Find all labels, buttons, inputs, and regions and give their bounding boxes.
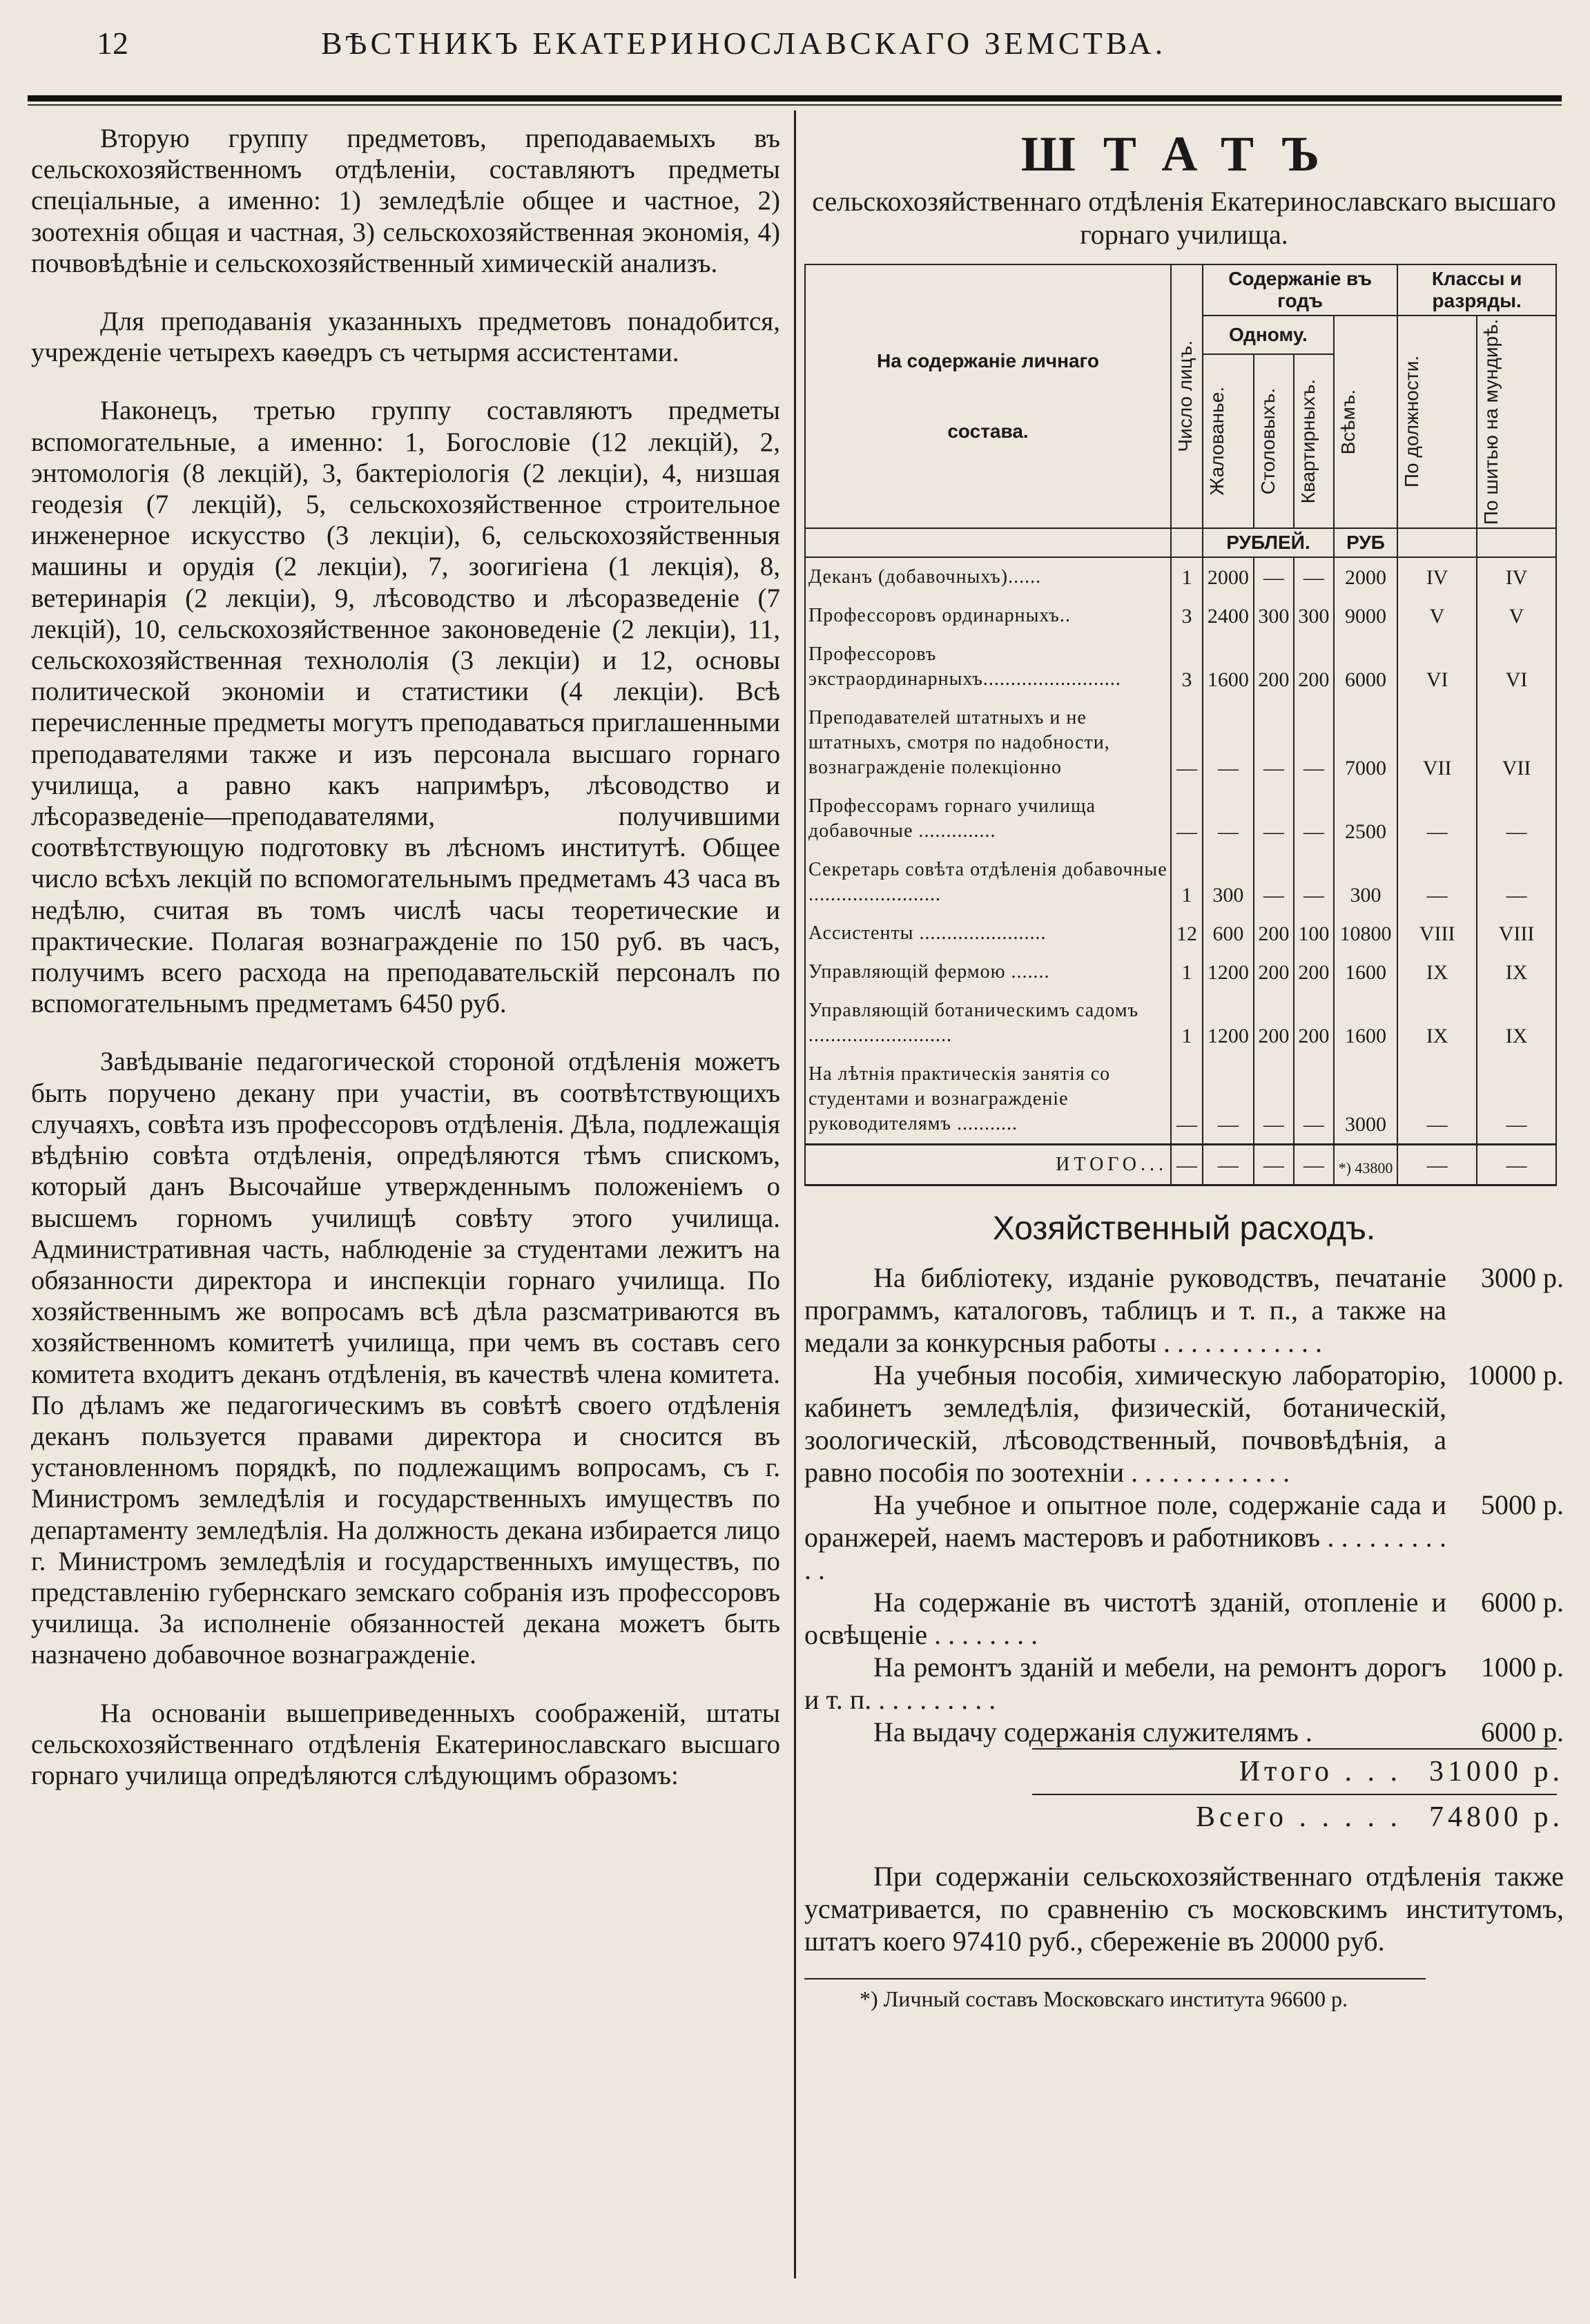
subtotal-label: Итого . . . [1239, 1756, 1402, 1788]
page-header [0, 0, 1590, 76]
table-row: Деканъ (добавочныхъ)...... 1 2000 — — 2000 IV IV [805, 557, 1556, 597]
expense-item: На учебныя пособія, химическую лабораторію, кабинетъ земледѣлія, физическій, ботаническій, зоологическій, лѣсоводственный, почвовѣдѣнія, а равно пособія по зоотехніи . . . . . . . . . . . . 10000 р. [804, 1359, 1564, 1489]
header-table-cell [1254, 354, 1294, 528]
table-row: Секретарь совѣта отдѣленія добавочные ........................ 1 300 — — 300 — — [805, 851, 1556, 914]
grand-total-label: Всего . . . . . [1196, 1801, 1402, 1834]
header-rub-short: РУБ [1334, 528, 1397, 557]
table-row: Преподавателей штатныхъ и не штатныхъ, смотря по надобности, вознагражденіе полекціонно — — — — 7000 VII VII [805, 699, 1556, 787]
staff-table [804, 264, 1557, 1186]
column-divider [794, 110, 796, 2278]
header-count-cell [1171, 264, 1203, 528]
shtat-title: ШТАТЪ [1020, 126, 1348, 182]
header-classes-group: Классы и разряды. [1397, 264, 1556, 316]
expense-item: На библіотеку, изданіе руководствъ, печатаніе программъ, каталоговъ, таблицъ и т. п., а также на медали за конкурсныя работы . . . . . . . . . . . . 3000 р. [804, 1262, 1564, 1359]
table-row: Профессорамъ горнаго училища добавочные .............. — — — — 2500 — — [805, 787, 1556, 851]
expense-item: На учебное и опытное поле, содержаніе сада и оранжерей, наемъ мастеровъ и работниковъ . . . . . . . . . . . 5000 р. [804, 1489, 1564, 1586]
header-position: По должности. [1401, 356, 1423, 488]
footnote-rule [804, 1978, 1426, 1979]
grand-total-line [804, 1795, 1564, 1839]
table-row: Управляющій фермою ....... 1 1200 200 200 1600 IX IX [805, 953, 1556, 991]
table-row: Управляющій ботаническимъ садомъ .......................... 1 1200 200 200 1600 IX IX [805, 991, 1556, 1055]
closing-paragraph: При содержаніи сельскохозяйственнаго отдѣленія также усматривается, по сравненію съ московскимъ институтомъ, штатъ коего 97410 руб., сбереженіе въ 20000 руб. [804, 1861, 1564, 1957]
header-one: Одному. [1203, 316, 1334, 354]
subtotal-line [804, 1750, 1564, 1794]
header-name-line: На содержаніе личнаго [877, 350, 1099, 372]
shtat-subtitle: сельскохозяйственнаго отдѣленія Екатеринославскаго высшаго горнаго училища. [812, 186, 1556, 250]
header-uniform-cell [1477, 316, 1556, 528]
paragraph: Наконецъ, третью группу составляютъ предметы вспомогательные, а именно: 1, Богословіе (12 лекцій), 2, энтомологія (8 лекцій), 3, бактеріологія (2 лекціи), 4, низшая геодезія (7 лекцій), 5, сельскохозяйственное строительное инженерное искусство (3 лекціи), 6, сельскохозяйственныя машины и орудія (2 лекціи), 7, зоогигіена (1 лекція), 8, ветеринарія (2 лекціи), 9, лѣсоводство и лѣсоразведеніе (7 лекцій), 10, сельскохозяйственное законоведеніе (2 лекціи), 11, сельскохозяйственная технололія (3 лекціи) и 12, основы политической экономіи и статистики (4 лекціи). Всѣ перечисленные предметы могутъ преподаваться приглашенными преподавателями также и изъ персонала высшаго горнаго училища, а равно какъ напримѣръ, лѣсоводство и лѣсоразведеніе—преподавателями, получившими соотвѣтствующую подготовку въ лѣсномъ институтѣ. Общее число всѣхъ лекцій по вспомогательнымъ предметамъ 43 часа въ недѣлю, считая въ томъ числѣ часы теоретические и практические. Полагая вознагражденіе по 150 руб. въ часъ, получимъ всего расхода на преподавательскій персоналъ по вспомогательнымъ предметамъ 6450 руб. [31, 396, 780, 1019]
header-salary-cell [1203, 354, 1254, 528]
paragraph: На основаніи вышеприведенныхъ соображеній, штаты сельскохозяйственнаго отдѣленія Екатеринославскаго высшаго горнаго училища опредѣляются слѣдующимъ образомъ: [31, 1698, 780, 1790]
header-count: Число лицъ. [1174, 340, 1196, 452]
table-row: Ассистенты ....................... 12 600 200 100 10800 VIII VIII [805, 914, 1556, 953]
table-row: На лѣтнія практическія занятія со студентами и вознагражденіе руководителямъ ........... — — — — 3000 — — [805, 1055, 1556, 1145]
header-rub: РУБЛЕЙ. [1203, 528, 1334, 557]
page-number: 12 [97, 26, 128, 61]
header-table-money: Столовыхъ. [1257, 387, 1279, 494]
header-uniform: По шитью на мундирѣ. [1480, 319, 1502, 525]
header-total-cell [1334, 316, 1397, 528]
header-name-cell [805, 264, 1171, 528]
paragraph: Вторую группу предметовъ, преподаваемыхъ въ сельскохозяйственномъ отдѣленіи, составляютъ предметы спеціальные, а именно: 1) земледѣліе общее и частное, 2) зоотехнія общая и частная, 3) сельскохозяйственная экономія, 4) почвовѣдѣніе и сельскохозяйственный химическій анализъ. [31, 124, 780, 278]
expenses-title: Хозяйственный расходъ. [992, 1210, 1376, 1248]
right-column [804, 123, 1564, 2012]
header-position-cell [1397, 316, 1477, 528]
header-salary-group: Содержаніе въ годъ [1203, 264, 1397, 316]
table-row: Профессоровъ ординарныхъ.. 3 2400 300 300 9000 V V [805, 597, 1556, 635]
table-row: Профессоровъ экстраординарныхъ......................... 3 1600 200 200 6000 VI VI [805, 635, 1556, 699]
header-name-line: состава. [947, 420, 1029, 443]
header-total: Всѣмъ. [1337, 389, 1359, 455]
expense-item: На содержаніе въ чистотѣ зданій, отопленіе и освѣщеніе . . . . . . . . 6000 р. [804, 1587, 1564, 1651]
grand-total-amount: 74800 р. [1429, 1801, 1564, 1834]
paragraph: Для преподаванія указанныхъ предметовъ понадобится, учрежденіе четырехъ каѳедръ съ четырмя ассистентами. [31, 307, 780, 368]
left-column [31, 123, 780, 1818]
expense-item: На выдачу содержанія служителямъ . 6000 р. [873, 1716, 1564, 1748]
expense-item: На ремонтъ зданій и мебели, на ремонтъ дорогъ и т. п. . . . . . . . . . 1000 р. [804, 1652, 1564, 1716]
header-quarters: Квартирныхъ. [1297, 378, 1319, 504]
footnote: *) Личный составъ Московскаго института 96600 р. [860, 1986, 1348, 2012]
journal-title: ВѢСТНИКЪ ЕКАТЕРИНОСЛАВСКАГО ЗЕМСТВА. [321, 26, 1167, 61]
table-total-row: ИТОГО... — — — — *) 43800 — — [805, 1145, 1556, 1185]
paragraph: Завѣдываніе педагогической стороной отдѣленія можетъ быть поручено декану при участіи, въ соотвѣтствующихъ случаяхъ, совѣта изъ профессоровъ отдѣленія. Дѣла, подлежащія вѣдѣнію совѣта отдѣленія, опредѣляются тѣмъ спискомъ, который данъ Высочайше утвержденнымъ положеніемъ о высшемъ горномъ училищѣ совѣту этого училища. Административная часть, наблюденіе за студентами лежитъ на обязанности директора и инспекціи горнаго училища. По хозяйственнымъ же вопросамъ всѣ дѣла разсматриваются въ хозяйственномъ комитетѣ училища, при чемъ въ составъ сего комитета входитъ деканъ отдѣленія, въ качествѣ члена комитета. По дѣламъ же педагогическимъ въ совѣтѣ своего отдѣленія деканъ пользуется правами директора и сносится въ установленномъ порядкѣ, по подлежащимъ вопросамъ, съ г. Министромъ земледѣлія и государственныхъ имуществъ по департаменту земледѣлія. На должность декана избирается лицо г. Министромъ земледѣлія и государственныхъ имуществъ, по представленію губернскаго земскаго собранія изъ профессоровъ училища. За исполненіе обязанностей декана можетъ быть назначено добавочное вознагражденіе. [31, 1047, 780, 1670]
subtotal-amount: 31000 р. [1429, 1756, 1564, 1788]
header-rule-thin [28, 104, 1562, 106]
header-salary: Жалованье. [1206, 387, 1228, 496]
header-quarters-cell [1294, 354, 1334, 528]
header-rule-thick [28, 95, 1562, 101]
